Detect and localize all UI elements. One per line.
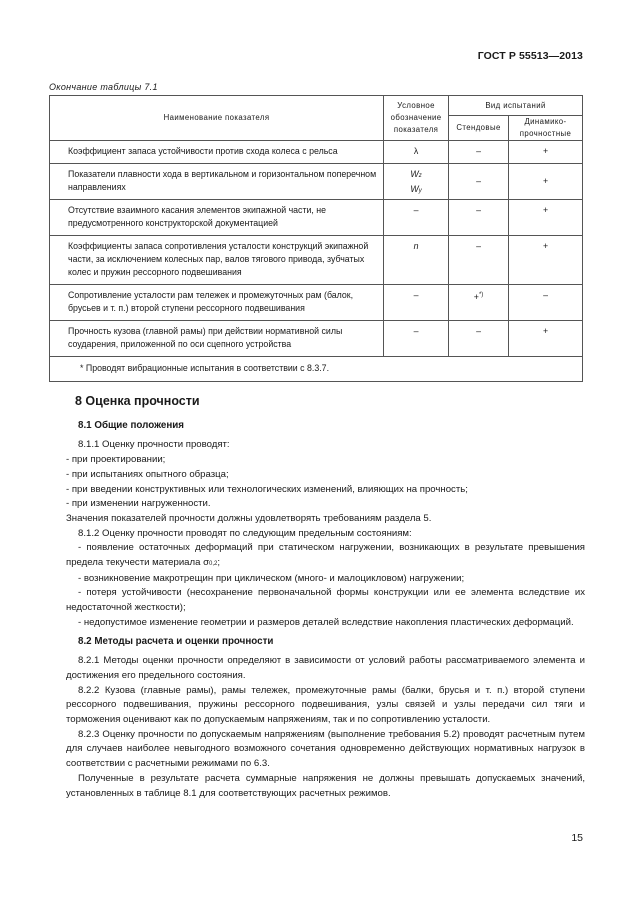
dynamic-test-mark: + — [509, 200, 583, 236]
paragraph-limit-state: - возникновение макротрещин при циклическом (много- и малоцикловом) нагружении; — [78, 572, 465, 584]
indicator-name: Прочность кузова (главной рамы) при действии нормативной силы соударения, приложенной по оси сцепного устройства — [50, 321, 384, 357]
paragraph-8-2-2: 8.2.2 Кузова (главные рамы), рамы тележек, промежуточные рамы (балки, брусья и т. п.) второй ступени рессорного подвешивания, пружины рессорного подвешивания, узлы связей и узлы передачи сил тяги и торможения оценивают как по допускаемым напряжениям, так и по сопротивлению усталости. — [66, 684, 585, 726]
section-title: 8 Оценка прочности — [75, 394, 200, 408]
paragraph-8-2-3: 8.2.3 Оценку прочности по допускаемым напряжениям (выполнение требования 5.2) проводят расчетным путем для случаев наиболее невыгодного возможного сочетания одновременно действующих нормативных нагрузок в соответствии с расчетными режимами по 6.3. — [66, 728, 585, 770]
dynamic-test-mark: + — [509, 164, 583, 200]
document-header: ГОСТ Р 55513—2013 — [477, 50, 583, 62]
dynamic-test-mark: + — [509, 321, 583, 357]
indicator-symbol: n — [384, 236, 449, 285]
paragraph-8-1-1: 8.1.1 Оценку прочности проводят: — [78, 439, 230, 451]
table-footnote: * Проводят вибрационные испытания в соответствии с 8.3.7. — [50, 357, 583, 382]
table-row — [50, 164, 583, 200]
table-caption: Окончание таблицы 7.1 — [49, 82, 158, 92]
indicator-name: Коэффициент запаса устойчивости против схода колеса с рельса — [50, 141, 384, 164]
paragraph-limit-state: - недопустимое изменение геометрии и размеров деталей вследствие накопления пластических деформаций. — [78, 616, 574, 628]
paragraph-requirements: Значения показателей прочности должны удовлетворять требованиям раздела 5. — [66, 512, 432, 524]
bench-test-mark: +*) — [449, 285, 509, 321]
dynamic-test-mark: – — [509, 285, 583, 321]
bench-test-mark: – — [449, 236, 509, 285]
table-footnote-row — [50, 357, 583, 382]
paragraph-limit-state: - появление остаточных деформаций при статическом нагружении, возникающих в результате превышения предела текучести материала σ0,2; — [66, 542, 585, 569]
indicator-name: Отсутствие взаимного касания элементов экипажной части, не предусмотренного конструкторской документацией — [50, 200, 384, 236]
list-item: - при введении конструктивных или технологических изменений, влияющих на прочность; — [66, 483, 468, 495]
sigma-subscript: 0,2 — [209, 561, 218, 568]
dynamic-test-mark: + — [509, 236, 583, 285]
bench-test-mark: – — [449, 141, 509, 164]
indicator-symbol: λ — [384, 141, 449, 164]
paragraph-8-1-2: 8.1.2 Оценку прочности проводят по следующим предельным состояниям: — [78, 527, 412, 539]
col-header-tests: Вид испытаний — [449, 96, 583, 116]
indicator-symbol: – — [384, 285, 449, 321]
document-body — [66, 394, 585, 801]
footnote-ref: *) — [478, 292, 484, 298]
indicators-table — [49, 95, 583, 382]
bench-test-mark: – — [449, 321, 509, 357]
paragraph-limit-state: - потеря устойчивости (несохранение первоначальной формы конструкции или ее элемента вследствие их недостаточной жесткости); — [66, 587, 585, 614]
col-header-symbol: Условное обозначение показателя — [384, 96, 449, 141]
indicator-name: Коэффициенты запаса сопротивления усталости конструкций экипажной части, за исключением колесных пар, валов тягового привода, зубчатых колес и пружин рессорного подвешивания — [50, 236, 384, 285]
list-item: - при испытаниях опытного образца; — [66, 468, 229, 480]
indicator-symbol: – — [384, 321, 449, 357]
paragraph-conclusion: Полученные в результате расчета суммарные напряжения не должны превышать допускаемых значений, установленных в таблице 8.1 для соответствующих расчетных режимов. — [66, 772, 585, 799]
subsection-title-8-2: 8.2 Методы расчета и оценки прочности — [78, 635, 274, 647]
col-header-dynamic: Динамико-прочностные — [509, 116, 583, 141]
table-row — [50, 200, 583, 236]
col-header-name: Наименование показателя — [50, 96, 384, 141]
indicator-name: Сопротивление усталости рам тележек и промежуточных рам (балок, брусьев и т. п.) второй ступени рессорного подвешивания — [50, 285, 384, 321]
dynamic-test-mark: + — [509, 141, 583, 164]
col-header-bench: Стендовые — [449, 116, 509, 141]
list-item: - при проектировании; — [66, 454, 166, 466]
paragraph-8-2-1: 8.2.1 Методы оценки прочности определяют в зависимости от условий работы рассматриваемого элемента и достижения его предельного состояния. — [66, 655, 585, 681]
indicator-symbol: – — [384, 200, 449, 236]
bench-test-mark: – — [449, 164, 509, 200]
page-number: 15 — [571, 832, 583, 844]
table-row — [50, 285, 583, 321]
subsection-title-8-1: 8.1 Общие положения — [78, 419, 185, 431]
indicator-name: Показатели плавности хода в вертикальном и горизонтальном поперечном направлениях — [50, 164, 384, 200]
table-row — [50, 141, 583, 164]
indicator-symbol: Wz Wy — [384, 164, 449, 200]
table-row — [50, 321, 583, 357]
list-item: - при изменении нагруженности. — [66, 498, 211, 510]
table-row — [50, 236, 583, 285]
bench-test-mark: – — [449, 200, 509, 236]
